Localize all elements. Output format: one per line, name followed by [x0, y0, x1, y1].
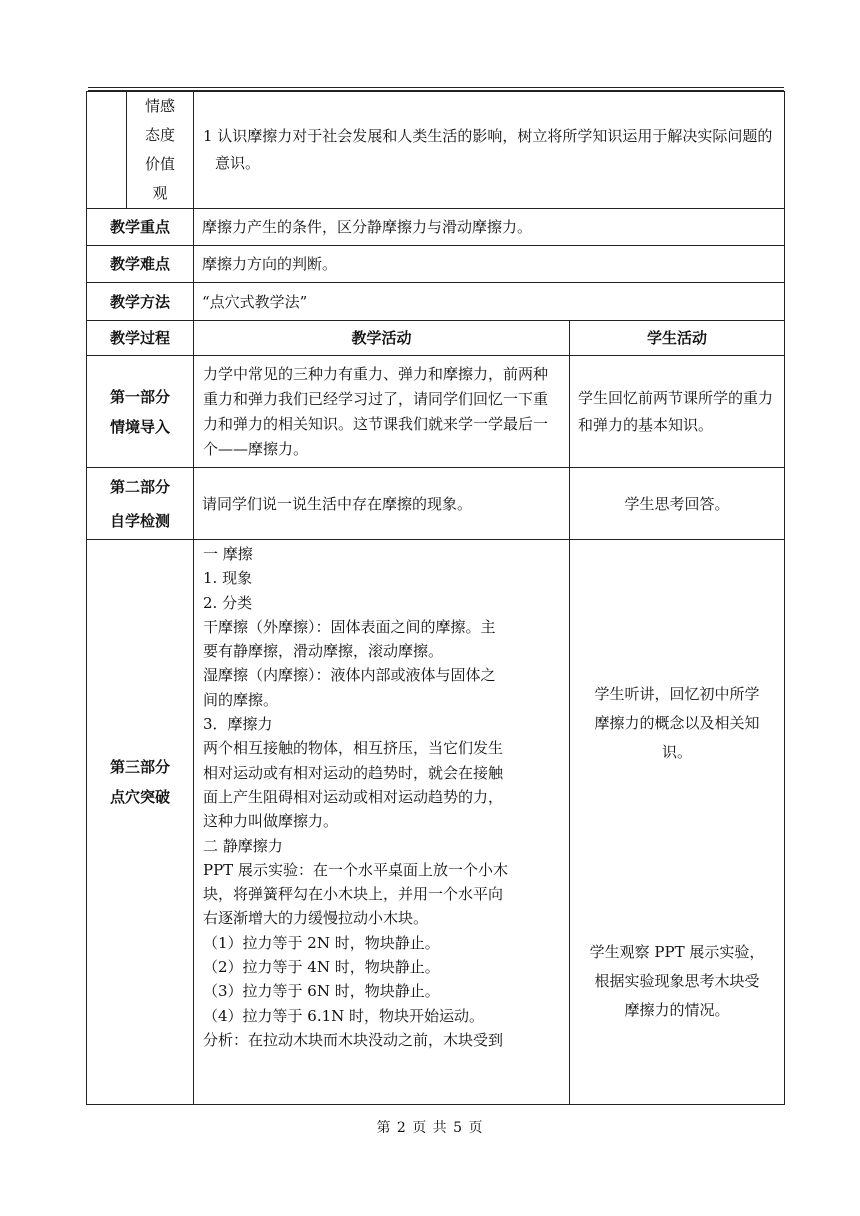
- part1-student: 学生回忆前两节课所学的重力和弹力的基本知识。: [570, 356, 785, 468]
- student-activity-header: 学生活动: [570, 321, 785, 356]
- method-label: 教学方法: [87, 283, 194, 321]
- difficulty-label: 教学难点: [87, 246, 194, 283]
- page-footer: 第 2 页 共 5 页: [376, 1120, 484, 1136]
- emotion-content: 1 认识摩擦力对于社会发展和人类生活的影响，树立将所学知识运用于解决实际问题的意识。: [194, 92, 785, 209]
- part3-label: 第三部分 点穴突破: [87, 540, 194, 1105]
- key-point-content: 摩擦力产生的条件，区分静摩擦力与滑动摩擦力。: [194, 209, 785, 246]
- row-key-point: [87, 209, 785, 246]
- part3-student-a: 学生听讲，回忆初中所学 摩擦力的概念以及相关知 识。: [594, 685, 760, 761]
- key-point-label: 教学重点: [87, 209, 194, 246]
- lesson-plan-table: [86, 91, 785, 1105]
- part1-label: 第一部分 情境导入: [87, 356, 194, 468]
- row-part2: [87, 468, 785, 540]
- row-method: [87, 283, 785, 321]
- part3-teacher: 一 摩擦 1. 现象 2. 分类 干摩擦（外摩擦）：固体表面之间的摩擦。主 要有静摩擦，滑动摩擦，滚动摩擦。 湿摩擦（内摩擦）：液体内部或液体与固体之 间的摩擦。 3．摩擦力 两个相互接触的物体，相互挤压，当它们发生 相对运动或有相对运动的趋势时，就会在接触 面上产生阻碍相对运动或相对运动趋势的力， 这种力叫做摩擦力。 二 静摩擦力 PPT 展示实验：在一个水平桌面上放一个小木 块，将弹簧秤勾在小木块上，并用一个水平向 右逐渐增大的力缓慢拉动小木块。 （1）拉力等于 2N 时，物块静止。 （2）拉力等于 4N 时，物块静止。 （3）拉力等于 6N 时，物块静止。 （4）拉力等于 6.1N 时，物块开始运动。 分析：在拉动木块而木块没动之前，木块受到: [194, 540, 570, 1105]
- part2-label: 第二部分 自学检测: [87, 468, 194, 540]
- emotion-label: 情感 态度 价值 观: [127, 92, 194, 209]
- row-emotion: [87, 92, 785, 209]
- part1-teacher: 力学中常见的三种力有重力、弹力和摩擦力，前两种重力和弹力我们已经学习过了，请同学们回忆一下重力和弹力的相关知识。这节课我们就来学一学最后一个——摩擦力。: [194, 356, 570, 468]
- part2-teacher: 请同学们说一说生活中存在摩擦的现象。: [194, 468, 570, 540]
- header-rule: [88, 87, 784, 88]
- process-label: 教学过程: [87, 321, 194, 356]
- teacher-activity-header: 教学活动: [194, 321, 570, 356]
- part2-student: 学生思考回答。: [570, 468, 785, 540]
- method-content: “点穴式教学法”: [194, 283, 785, 321]
- row-part3: [87, 540, 785, 1105]
- part3-student-b: 学生观察 PPT 展示实验， 根据实验现象思考木块受 摩擦力的情况。: [589, 943, 765, 1019]
- difficulty-content: 摩擦力方向的判断。: [194, 246, 785, 283]
- blank-cell: [87, 92, 127, 209]
- row-difficulty: [87, 246, 785, 283]
- part3-student: [570, 540, 785, 1105]
- row-part1: [87, 356, 785, 468]
- row-process-header: [87, 321, 785, 356]
